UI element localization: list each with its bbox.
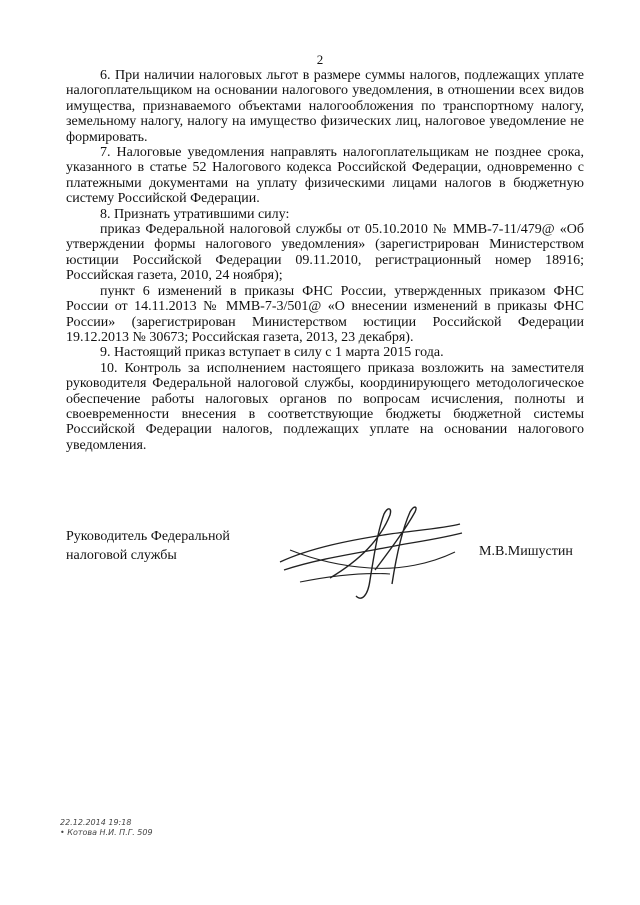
footer-timestamp: 22.12.2014 19:18 [60, 818, 132, 827]
footer-executor: • Котова Н.И. П.Г. 509 [60, 828, 153, 837]
paragraph-8-item-1: приказ Федеральной налоговой службы от 05.10.2010 № ММВ-7-11/479@ «Об утверждении формы налогового уведомления» (зарегистрирован Министерством юстиции Российской Федерации 09.11.2010, регистрационный номер 18916; Российская газета, 2010, 24 ноября); [66, 222, 584, 284]
handwritten-signature [270, 500, 470, 610]
signatory-title [66, 527, 230, 565]
paragraph-6: 6. При наличии налоговых льгот в размере суммы налогов, подлежащих уплате налогоплательщиком на основании налогового уведомления, в отношении всех видов имущества, признаваемого объектами налогообложения по транспортному налогу, земельному налогу, налогу на имущество физических лиц, налоговое уведомление не формировать. [66, 68, 584, 145]
paragraph-9: 9. Настоящий приказ вступает в силу с 1 марта 2015 года. [100, 345, 444, 361]
paragraph-8-item-2: пункт 6 изменений в приказы ФНС России, утвержденных приказом ФНС России от 14.11.2013 № ММВ-7-3/501@ «О внесении изменений в приказы ФНС России» (зарегистрирован Министерством юстиции Российской Федерации 19.12.2013 № 30673; Российская газета, 2013, 23 декабря). [66, 283, 584, 345]
paragraph-8: 8. Признать утратившими силу: [100, 206, 290, 222]
paragraph-10: 10. Контроль за исполнением настоящего приказа возложить на заместителя руководителя Федеральной налоговой службы, координирующего методологическое обеспечение работы налоговых органов по вопросам исчисления, полноты и своевременности внесения в соответствующие бюджеты бюджетной системы Российской Федерации налогов, подлежащих уплате на основании налогового уведомления. [66, 360, 584, 453]
page-number: 2 [316, 52, 324, 67]
document-body [66, 68, 584, 453]
paragraph-7: 7. Налоговые уведомления направлять налогоплательщикам не позднее срока, указанного в статье 52 Налогового кодекса Российской Федерации, одновременно с платежными документами на уплату физическими лицами налогов в бюджетную систему Российской Федерации. [66, 145, 584, 207]
signatory-title-line1: Руководитель Федеральной [66, 529, 230, 544]
signatory-name: М.В.Мишустин [479, 544, 573, 559]
footer-note [60, 818, 153, 838]
signatory-title-line2: налоговой службы [66, 548, 177, 563]
